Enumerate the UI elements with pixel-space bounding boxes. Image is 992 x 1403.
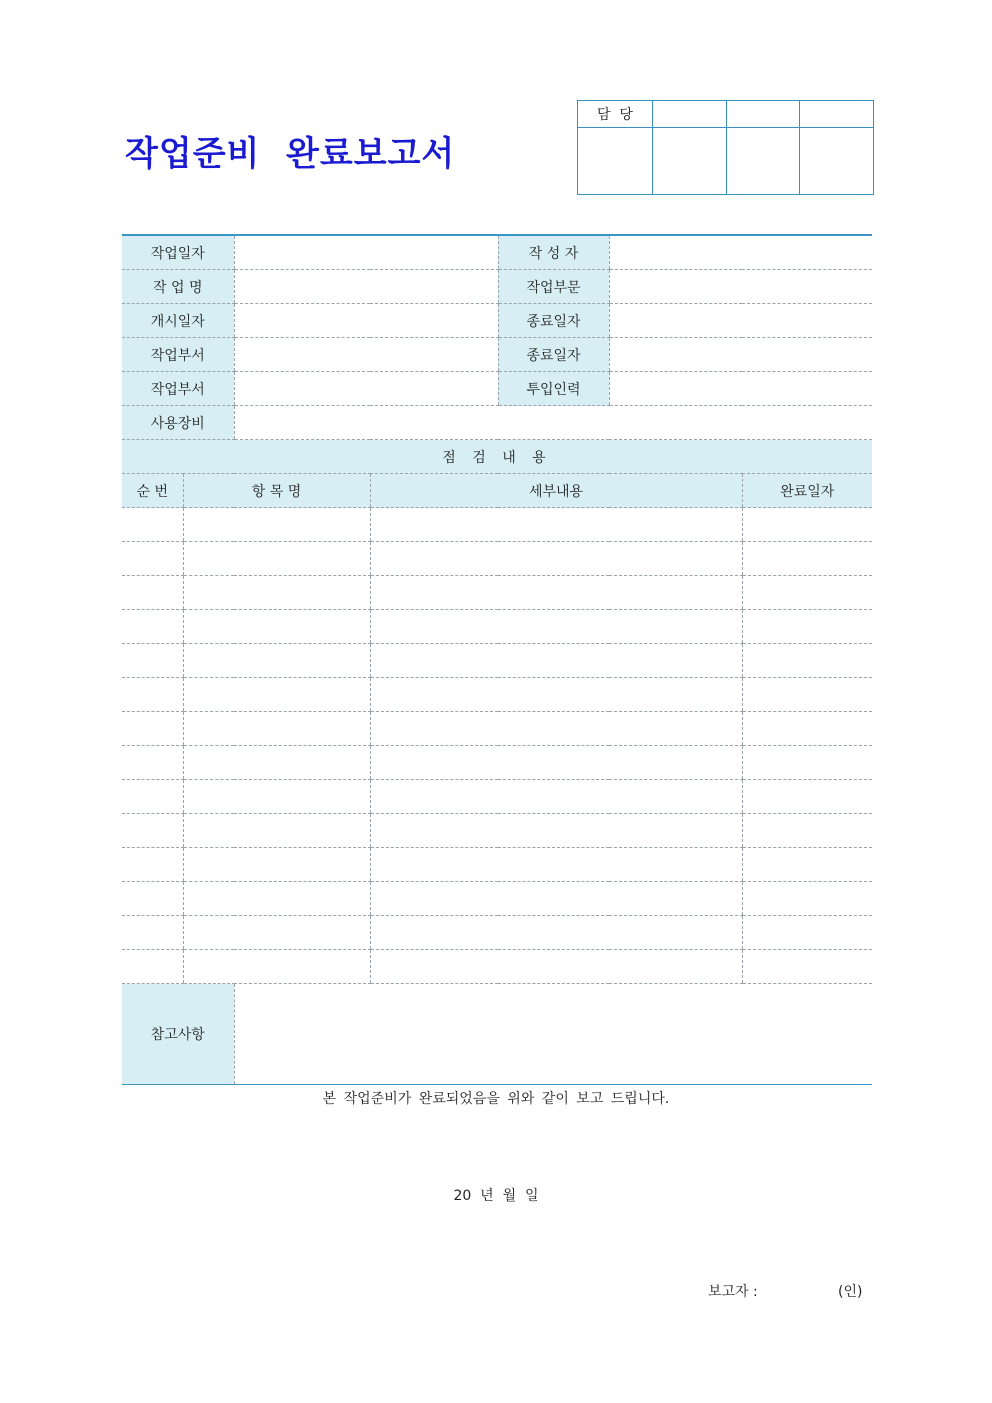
row-item-name-cell[interactable] bbox=[183, 712, 370, 746]
end-date-label: 종료일자 bbox=[498, 338, 609, 372]
report-form bbox=[122, 234, 872, 1085]
start-date-field[interactable] bbox=[234, 304, 498, 338]
work-name-field[interactable] bbox=[234, 270, 498, 304]
manpower-label: 투입인력 bbox=[498, 372, 609, 406]
author-label: 작 성 자 bbox=[498, 235, 609, 270]
row-details-cell[interactable] bbox=[370, 780, 742, 814]
table-row bbox=[122, 508, 872, 542]
work-department-label: 작업부서 bbox=[122, 338, 234, 372]
row-number-cell[interactable] bbox=[122, 814, 183, 848]
table-row bbox=[122, 882, 872, 916]
row-item-name-cell[interactable] bbox=[183, 678, 370, 712]
table-row bbox=[122, 610, 872, 644]
table-row bbox=[122, 576, 872, 610]
closing-statement: 본 작업준비가 완료되었음을 위와 같이 보고 드립니다. bbox=[322, 1091, 670, 1107]
row-item-name-cell[interactable] bbox=[183, 916, 370, 950]
work-department-field[interactable] bbox=[234, 338, 498, 372]
work-division-label: 작업부문 bbox=[498, 270, 609, 304]
row-item-name-cell[interactable] bbox=[183, 746, 370, 780]
col-header-details: 세부내용 bbox=[370, 474, 742, 508]
row-completion-date-cell[interactable] bbox=[742, 508, 872, 542]
row-number-cell[interactable] bbox=[122, 882, 183, 916]
row-item-name-cell[interactable] bbox=[183, 882, 370, 916]
row-completion-date-cell[interactable] bbox=[742, 882, 872, 916]
reporter-label: 보고자 : bbox=[708, 1284, 758, 1300]
row-details-cell[interactable] bbox=[370, 678, 742, 712]
row-details-cell[interactable] bbox=[370, 950, 742, 984]
row-completion-date-cell[interactable] bbox=[742, 780, 872, 814]
approval-box bbox=[577, 100, 874, 195]
table-row bbox=[122, 814, 872, 848]
row-number-cell[interactable] bbox=[122, 950, 183, 984]
row-completion-date-cell[interactable] bbox=[742, 678, 872, 712]
work-department-field[interactable] bbox=[234, 372, 498, 406]
work-date-label: 작업일자 bbox=[122, 235, 234, 270]
row-number-cell[interactable] bbox=[122, 848, 183, 882]
equipment-label: 사용장비 bbox=[122, 406, 234, 440]
row-completion-date-cell[interactable] bbox=[742, 576, 872, 610]
end-date-label: 종료일자 bbox=[498, 304, 609, 338]
row-details-cell[interactable] bbox=[370, 508, 742, 542]
row-details-cell[interactable] bbox=[370, 542, 742, 576]
row-number-cell[interactable] bbox=[122, 610, 183, 644]
row-number-cell[interactable] bbox=[122, 678, 183, 712]
row-details-cell[interactable] bbox=[370, 848, 742, 882]
inspection-title: 점 검 내 용 bbox=[122, 440, 872, 474]
row-completion-date-cell[interactable] bbox=[742, 644, 872, 678]
row-number-cell[interactable] bbox=[122, 746, 183, 780]
row-number-cell[interactable] bbox=[122, 576, 183, 610]
row-completion-date-cell[interactable] bbox=[742, 712, 872, 746]
manpower-field[interactable] bbox=[609, 372, 872, 406]
approval-sign-cell[interactable] bbox=[726, 128, 800, 195]
row-item-name-cell[interactable] bbox=[183, 610, 370, 644]
work-date-field[interactable] bbox=[234, 235, 498, 270]
row-details-cell[interactable] bbox=[370, 916, 742, 950]
end-date-field[interactable] bbox=[609, 338, 872, 372]
row-details-cell[interactable] bbox=[370, 576, 742, 610]
seal-label: (인) bbox=[838, 1284, 863, 1300]
table-row bbox=[122, 712, 872, 746]
table-row bbox=[122, 950, 872, 984]
row-item-name-cell[interactable] bbox=[183, 576, 370, 610]
col-header-number: 순 번 bbox=[122, 474, 183, 508]
table-row bbox=[122, 644, 872, 678]
row-number-cell[interactable] bbox=[122, 916, 183, 950]
table-row bbox=[122, 916, 872, 950]
row-details-cell[interactable] bbox=[370, 644, 742, 678]
row-item-name-cell[interactable] bbox=[183, 814, 370, 848]
remarks-label: 참고사항 bbox=[122, 984, 234, 1085]
end-date-field[interactable] bbox=[609, 304, 872, 338]
work-division-field[interactable] bbox=[609, 270, 872, 304]
approval-header-cell bbox=[800, 101, 874, 128]
row-completion-date-cell[interactable] bbox=[742, 950, 872, 984]
approval-header-cell bbox=[652, 101, 726, 128]
approval-sign-cell[interactable] bbox=[578, 128, 653, 195]
row-details-cell[interactable] bbox=[370, 610, 742, 644]
row-item-name-cell[interactable] bbox=[183, 508, 370, 542]
approval-header-cell bbox=[726, 101, 800, 128]
row-completion-date-cell[interactable] bbox=[742, 610, 872, 644]
row-item-name-cell[interactable] bbox=[183, 848, 370, 882]
start-date-label: 개시일자 bbox=[122, 304, 234, 338]
page-title: 작업준비 완료보고서 bbox=[125, 134, 456, 174]
row-details-cell[interactable] bbox=[370, 814, 742, 848]
row-number-cell[interactable] bbox=[122, 712, 183, 746]
row-number-cell[interactable] bbox=[122, 508, 183, 542]
row-details-cell[interactable] bbox=[370, 882, 742, 916]
table-row bbox=[122, 746, 872, 780]
row-completion-date-cell[interactable] bbox=[742, 916, 872, 950]
approval-sign-cell[interactable] bbox=[800, 128, 874, 195]
row-number-cell[interactable] bbox=[122, 780, 183, 814]
approval-header-label: 담 당 bbox=[578, 101, 653, 128]
row-item-name-cell[interactable] bbox=[183, 644, 370, 678]
row-completion-date-cell[interactable] bbox=[742, 746, 872, 780]
approval-sign-cell[interactable] bbox=[652, 128, 726, 195]
row-item-name-cell[interactable] bbox=[183, 780, 370, 814]
table-row bbox=[122, 678, 872, 712]
work-department-label: 작업부서 bbox=[122, 372, 234, 406]
row-completion-date-cell[interactable] bbox=[742, 814, 872, 848]
remarks-field[interactable] bbox=[234, 984, 872, 1085]
col-header-item-name: 항 목 명 bbox=[183, 474, 370, 508]
work-name-label: 작 업 명 bbox=[122, 270, 234, 304]
row-details-cell[interactable] bbox=[370, 712, 742, 746]
table-row bbox=[122, 780, 872, 814]
table-row bbox=[122, 848, 872, 882]
author-field[interactable] bbox=[609, 235, 872, 270]
date-line: 20 년 월 일 bbox=[453, 1188, 539, 1204]
equipment-field[interactable] bbox=[234, 406, 872, 440]
row-completion-date-cell[interactable] bbox=[742, 542, 872, 576]
row-number-cell[interactable] bbox=[122, 644, 183, 678]
table-row bbox=[122, 542, 872, 576]
row-details-cell[interactable] bbox=[370, 746, 742, 780]
col-header-completion-date: 완료일자 bbox=[742, 474, 872, 508]
row-completion-date-cell[interactable] bbox=[742, 848, 872, 882]
row-number-cell[interactable] bbox=[122, 542, 183, 576]
row-item-name-cell[interactable] bbox=[183, 542, 370, 576]
row-item-name-cell[interactable] bbox=[183, 950, 370, 984]
